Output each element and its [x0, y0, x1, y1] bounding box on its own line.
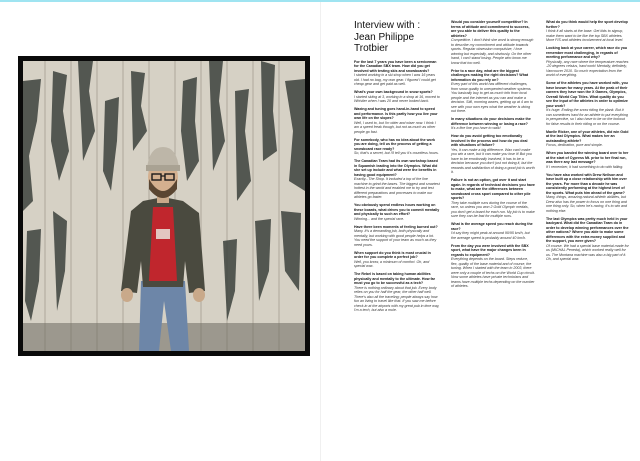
qa-block [354, 60, 440, 87]
question-text: Would you consider yourself competitive? In terms of attitude and commitment to success, are you able to deliver this quality to the athletes? [451, 20, 530, 38]
question-text: What do you think would help the sport develop further? [546, 20, 628, 29]
article-column-2 [451, 20, 535, 292]
question-text: The Canadian Team had its own workshop based in Squamish leading into the Olympics. What did she set up include and what were the benefits in having good equipment? [354, 159, 438, 177]
qa-block [354, 138, 440, 156]
answer-text: Every part of this world has different challenges, from snow quality to unexpected weather systems. You basically buy to get as much info from local people and the internet as you can and make a decision. Still, morning waxes, getting up at 4 am to see with your own eyes what the weather is doing out there. [451, 82, 533, 113]
question-text: Have there been moments of feeling burned out? [354, 224, 438, 229]
qa-block [451, 178, 535, 219]
qa-block [354, 272, 440, 313]
answer-text: Many. It's a demanding job, both physically and mentally, but working with good people helps a lot. You need the support of your team as much as they need yours. [354, 229, 437, 247]
qa-block [451, 69, 535, 114]
answer-text: Competitive. I don't think she word is strong enough to describe my commitment and attitude towards sports. Regular obsession compulsive, I love winning but especially, and obviously. On the other hand, I can't stand losing. People who know me know that too well. [451, 38, 534, 65]
article-title [354, 20, 440, 55]
answer-text: If I remember, it had something to do with falling. [546, 164, 624, 169]
question-text: When you banded the winning board over to her at the start of Cypress Mt. prior to her final run, was there any last message? [546, 151, 629, 164]
photo-frame [18, 56, 310, 356]
article-column-3 [546, 20, 630, 265]
question-text: You obviously spend endless hours working on these boards, what drives you to commit mentally and physically to such an effort? [354, 203, 440, 216]
question-text: Maelle Ricker, one of your athletes, did win Gold at the last Olympics. What makes her an outstanding athlete? [546, 129, 629, 143]
qa-block [546, 20, 630, 43]
answer-text: I started working in a ski shop when I was 16 years old. I had no bag, my own gear. I figured I could get cheap gear and get paid as well. [354, 73, 436, 86]
question-text: The last Olympics was pretty much held in your backyard. What did the Canadian Team do in order to develop winning performances over the other nations? Where you able to make some differences with the extra money supplied and the support, you were given? [546, 216, 629, 243]
answer-text: I think it all starts at the base. Get kids to signup, make them want to be like the top SBX athletes. More FIS and athletes involvement at local level. [546, 29, 624, 42]
qa-block [354, 90, 440, 104]
answer-text: Everything depends on the board. Steps reduce, flex, quality of the base material and of course, the tuning. When I started with the team in 2003, there were only a couple of techs on the World Cup circuit. Now some athletes have private technicians and teams have multiple techs depending on the number of athletes. [451, 257, 535, 288]
question-text: Waxing and tuning goes hand-in-hand to speed and performance. Is this partly how you live your own life on the slopes? [354, 107, 438, 120]
qa-block [451, 20, 535, 65]
portrait-illustration [23, 61, 305, 351]
column-1-body [354, 60, 440, 313]
qa-block [546, 46, 630, 78]
answer-text: Physically, any race where the temperature reaches -20 degrees celsius, hard work! Mentally, definitely, Vancouver 2010. So much expectation from the world of everything. [546, 59, 629, 77]
answer-text: Well, I used to, but I'm older and wiser now. I think I am a speed freak though, but not as much as other people go fast. [354, 120, 436, 134]
qa-block [546, 81, 630, 126]
question-text: For the last 7 years you have been a serviceman for the Canadian SBX team. How did you get involved with testing skis and snowboards? [354, 59, 437, 73]
qa-block [354, 225, 440, 248]
answer-text: It's huge. Ending the snow riding the plank. But it can sometimes hard for an athlete to put everything in perspective, so I also have to be on the lookout for false results in their riding or on the course. [546, 108, 628, 126]
question-text: What is the average speed you reach during the race? [451, 222, 533, 231]
question-text: Failure is not an option, got over it and start again. In regards of technical decisions you have to make, what are the differences between snowboard cross sport compared to other pile sports? [451, 178, 535, 200]
answer-text: Focus, dedication, pure and simple. [546, 143, 603, 147]
answer-text: I'd say they might peak at around 90/95 km/h, but the average speed is probably around 40 km/h. [451, 231, 530, 240]
qa-block [546, 130, 630, 148]
qa-block [354, 203, 440, 221]
portrait-photo [23, 61, 305, 351]
qa-block [354, 107, 440, 134]
answer-text: There is nothing ordinary about that job. Every body relies on you for half the gear, the other half well. There's also all the traveling; people always say how fun an living to travel like that. If you saw me before check-in at the airports with my great pub in time way, I'm a tech, but also a mule. [354, 285, 440, 312]
question-text: Looking back at your career, which race do you remember most challenging, in regards of meeting performance and why? [546, 46, 628, 59]
question-text: You have also worked with Drew Neilson and have built up a close relationship with him over the years. For more than a decade he was consistently performing at the highest level of the sports. What puts him ahead of the game? [546, 172, 627, 195]
qa-block [546, 217, 630, 262]
answer-text: Exactly...The Shop. It included a top of the line machine to grind the bases. The biggest and smartest hottest in the world and enabled me to try and test different preparations and processes to make our athletes go faster. [354, 177, 440, 199]
question-text: The Rebel is based on taking human abilities physically and mentally to the ultimate. How far must you go to be successful as a tech? [354, 272, 436, 285]
answer-text: Yes, it can make a big difference. Wax can't make you win a race, but it can make you lose it! But you have to be emotionally involved, it has to be a decision because you don't just not doing it, but the rewards and satisfaction of doing a good job is worth it. [451, 147, 535, 174]
question-text: From the day you were involved with the SBX sport, what have the major changes been in regards to equipment? [451, 243, 529, 257]
answer-text: Many, things, amazing natural athletic abilities, but Drew also has the power to focus on one thing and one thing only. So, when he's racing, it's to win and nothing else. [546, 195, 628, 213]
qa-block [451, 222, 535, 240]
answer-text: They take multiple runs during the course of the race, so unless you won 2 Gold Olympic medals, you don't get a board for each run. My job is to make sure they can be fast for multiple runs. [451, 200, 535, 218]
column-2-body [451, 20, 535, 289]
answer-text: So, that's a secret, but I'll tell you it's countless hours. [354, 151, 439, 155]
question-text: In many situations do your decisions make the difference between winning or losing a race? [451, 117, 531, 126]
qa-block [451, 244, 535, 289]
question-text: For somebody, who has no idea about the work you are doing, tell us the process of getting a snowboard race ready? [354, 137, 435, 151]
qa-block [451, 134, 535, 175]
article-title-line-1: Interview with : [354, 20, 421, 31]
qa-block [546, 173, 630, 214]
qa-block [354, 159, 440, 200]
question-text: What's your own background in snow sports? [354, 90, 433, 94]
question-text: Prior to a race day, what are the biggest challenges making the right decisions? What information do you rely on? [451, 68, 529, 82]
answer-text: Of course. We had a special base material made for us (MICHAL Peneda), which worked really well for us. The Montana machine was also a big part of it. Oh, and special wax. [546, 243, 629, 261]
question-text: When support do you think is most crucial in order for you complete a perfect job? [354, 250, 431, 259]
column-3-body [546, 20, 630, 262]
page-fold [320, 2, 321, 461]
question-text: How do you avoid getting too emotionally involved in the process and how do you deal with situations of failure? [451, 134, 528, 147]
question-text: Some of the athletes you have worked with, you have known for many years. At the peak of their careers they have won the X Games, Olympics, Overall World Cup Titles. What quality do you see the input of the athletes in order to optimize your work? [546, 81, 628, 108]
qa-block [354, 251, 440, 269]
answer-text: I started skiing at 3, working in a shop at 16, moved to Whistler when I was 20 and never looked back. [354, 94, 440, 103]
qa-block [451, 117, 535, 131]
article-column-1 [354, 20, 440, 316]
answer-text: Winning... and the special race. [354, 216, 405, 221]
article-title-line-2: Jean Philippe Trotbier [354, 31, 415, 54]
answer-text: It's a fine line you have to walk! [451, 126, 501, 130]
answer-text: Well, you know, a minimum of comfort. Oh, and special wax. [354, 259, 430, 268]
qa-block [546, 151, 630, 169]
